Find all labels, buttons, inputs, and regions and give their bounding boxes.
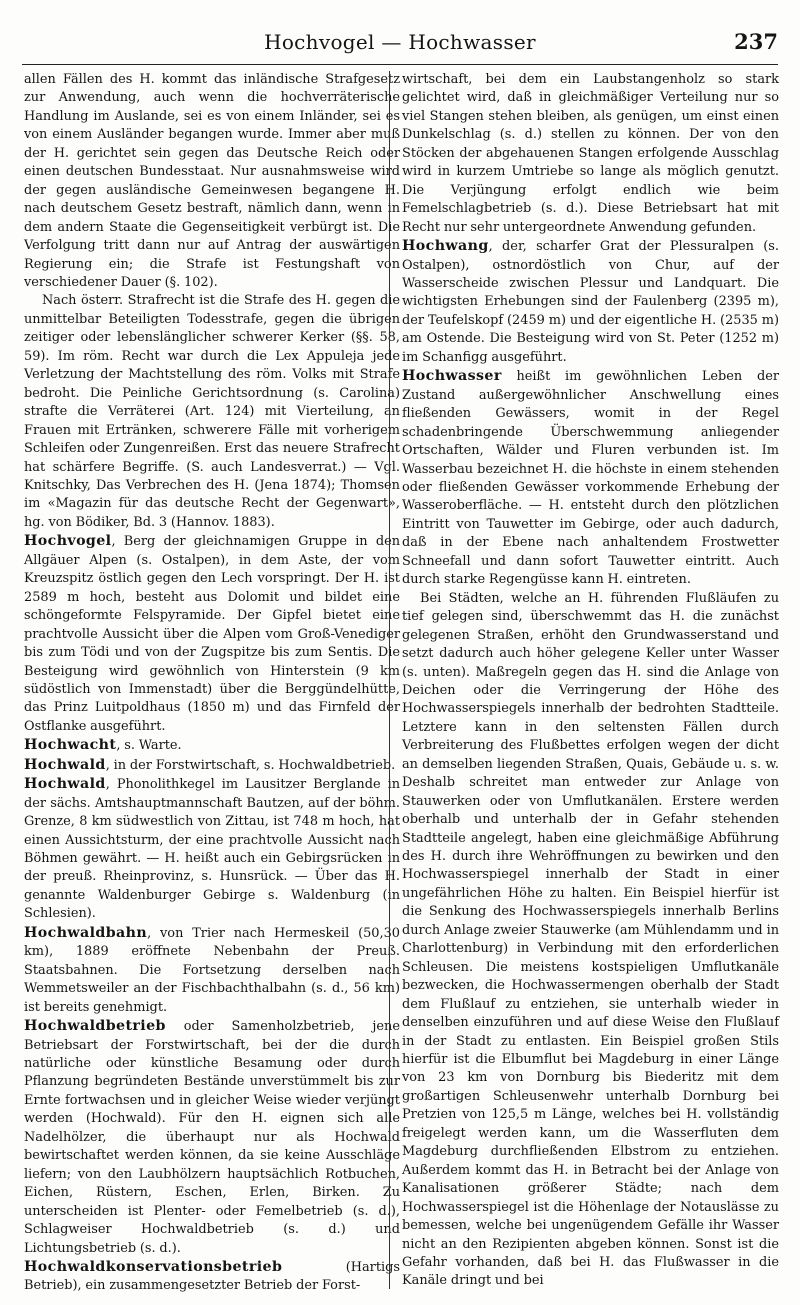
entry-lemma: Hochwasser: [402, 368, 502, 385]
entry-hochwasser: [402, 367, 779, 589]
entry-text: , s. Warte.: [116, 738, 182, 754]
entry-text: (Hartigs Betrieb), ein zusammengesetzter Betrieb der Forst-: [24, 1260, 400, 1294]
entry-hochvogel: [24, 532, 400, 736]
entry-text: , von Trier nach Hermeskeil (50,30 km), 1889 eröffnete Nebenbahn der Preuß. Staatsbahnen. Die Fortsetzung derselben nach Wemmetsweiler an der Fischbachthalbahn (s. d., 56 km) ist bereits genehmigt.: [24, 925, 400, 1015]
right-column: [402, 71, 779, 1291]
entry-hochwacht: [24, 736, 400, 755]
entry-text: , in der Forstwirtschaft, s. Hochwaldbetrieb.: [105, 757, 396, 773]
entry-text: , der, scharfer Grat der Plessuralpen (s. Ostalpen), ostnordöstlich von Chur, auf der Wasserscheide zwischen Plessur und Landquart. Die wichtigsten Erhebungen sind der Faulenberg (2395 m), der Teufelskopf (2459 m) und der eigentliche H. (2535 m) am Ostende. Die Besteigung wird von St. Peter (1252 m) im Schanfigg ausgeführt.: [402, 239, 779, 365]
entry-text: heißt im gewöhnlichen Leben der Zustand außergewöhnlicher Anschwellung eines fließenden Gewässers, womit in der Regel schadenbringende Überschwemmung anliegender Ortschaften, Wälder und Fluren verbunden ist. Im Wasserbau bezeichnet H. die höchste in einem stehenden oder fließenden Gewässer vorkommende Erhebung der Wasseroberfläche. — H. entsteht durch den plötzlichen Eintritt von Tauwetter im Gebirge, oder auch dadurch, daß in der Ebene nach anhaltendem Frostwetter Schneefall und dann sofort Tauwetter eintritt. Auch durch starke Regengüsse kann H. eintreten.: [402, 369, 779, 588]
entry-text: , Berg der gleichnamigen Gruppe in den Allgäuer Alpen (s. Ostalpen), in dem Aste, der vom Kreuzspitz östlich gegen den Lech vorspringt. Der H. ist 2589 m hoch, besteht aus Dolomit und bildet eine schöngeformte Felspyramide. Der Gipfel bietet eine prachtvolle Aussicht über die Alpen vom Groß-Venediger bis zum Tödi und von der Zugspitze bis zum Sentis. Die Besteigung wird gewöhnlich von Hinterstein (9 km südöstlich von Immenstadt) über die Berggündelhütte, das Prinz Luitpoldhaus (1850 m) und das Firnfeld der Ostflanke ausgeführt.: [24, 534, 400, 734]
entry-lemma: Hochwald: [24, 756, 106, 773]
paragraph-austrian-law: Nach österr. Strafrecht ist die Strafe des H. gegen die unmittelbar Beteiligten Todesstrafe, gegen die übrigen zeitiger oder lebenslänglicher schwerer Kerker (§§. 58, 59). Im röm. Recht war durch die Lex Appuleja jede Verletzung der Machtstellung des röm. Volks mit Strafe bedroht. Die Peinliche Gerichtsordnung (s. Carolina) strafte die Verräterei (Art. 124) mit Vierteilung, an Frauen mit Ertränken, schwerere Fälle mit vorherigem Schleifen oder Zungenreißen. Erst das neuere Strafrecht hat schärfere Begriffe. (S. auch Landesverrat.) — Vgl. Knitschky, Das Verbrechen des H. (Jena 1874); Thomsen im «Magazin für das deutsche Recht der Gegenwart», hg. von Bödiker, Bd. 3 (Hannov. 1883).: [24, 293, 400, 530]
entry-hochwaldbahn: [24, 924, 400, 1017]
entry-lemma: Hochwald: [24, 776, 106, 793]
continued-paragraph: allen Fällen des H. kommt das inländische Strafgesetz zur Anwendung, auch wenn die hochverräterische Handlung im Auslande, sei es von einem Inländer, sei es von einem Ausländer begangen wurde. Immer aber muß der H. gerichtet sein gegen das Deutsche Reich oder einen deutschen Bundesstaat. Nur ausnahmsweise wird der gegen ausländische Gemeinwesen begangene H. nach deutschem Gesetz bestraft, nämlich dann, wenn in dem andern Staate die Gegenseitigkeit verbürgt ist. Die Verfolgung tritt dann nur auf Antrag der auswärtigen Regierung ein; die Strafe ist Festungshaft von verschiedener Dauer (§. 102).: [24, 72, 400, 290]
page-number: 237: [734, 29, 778, 54]
paragraph-staedte: Bei Städten, welche an H. führenden Flußläufen zu tief gelegen sind, überschwemmt das H. die zunächst gelegenen Straßen, erhöht den Grundwasserstand und setzt dadurch auch höher gelegene Keller unter Wasser (s. unten). Maßregeln gegen das H. sind die Anlage von Deichen oder die Verringerung der Höhe des Hochwasserspiegels innerhalb der bedrohten Stadtteile. Letztere kann in den seltensten Fällen durch Verbreiterung des Flußbettes erfolgen wegen der dicht an demselben liegenden Straßen, Quais, Gebäude u. s. w. Deshalb schreitet man entweder zur Anlage von Stauwerken oder von Umflutkanälen. Erstere werden oberhalb und unterhalb der in Gefahr stehenden Stadtteile angelegt, haben eine gleichmäßige Abführung des H. durch ihre Wehröffnungen zu bewirken und den Hochwasserspiegel innerhalb der Stadt in einer ungefährlichen Höhe zu halten. Ein Beispiel hierfür ist die Senkung des Hochwasserspiegels innerhalb Berlins durch Anlage zweier Stauwerke (am Mühlendamm und in Charlottenburg) in Verbindung mit den erforderlichen Schleusen. Die meistens kostspieligen Umflutkanäle bezwecken, die Hochwassermengen oberhalb der Stadt dem Flußlauf zu entziehen, sie unterhalb wieder in denselben einzuführen und auf diese Weise den Flußlauf in der Stadt zu entlasten. Ein Beispiel großen Stils hierfür ist die Elbumflut bei Magdeburg in einer Länge von 23 km von Dornburg bis Biederitz mit dem großartigen Schleusenwehr unterhalb Dornburg bei Pretzien von 125,5 m Länge, welches bei H. vollständig freigelegt werden kann, um die Wasserfluten dem Magdeburg durchfließenden Elbstrom zu entziehen. Außerdem kommt das H. in Betracht bei der Anlage von Kanalisationen größerer Städte; nach dem Hochwasserspiegel ist die Höhenlage der Notauslässe zu bemessen, welche bei ungenügendem Gefälle ihr Wasser nicht an den Rezipienten abgeben können. Sonst ist die Gefahr vorhanden, daß bei H. das Flußwasser in die Kanäle dringt und bei: [402, 590, 779, 1289]
entry-lemma: Hochwaldbahn: [24, 924, 148, 941]
entry-hochwaldbetrieb: [24, 1017, 400, 1258]
continued-paragraph: wirtschaft, bei dem ein Laubstangenholz so stark gelichtet wird, daß in gleichmäßiger Verteilung nur so viel Stangen stehen bleiben, als genügen, um einst einen Dunkelschlag (s. d.) stellen zu können. Der von den Stöcken der abgehauenen Stangen erfolgende Ausschlag wird in kurzem Umtriebe so lange als möglich genutzt. Die Verjüngung erfolgt endlich wie beim Femelschlagbetrieb (s. d.). Diese Betriebsart hat mit Recht nur sehr untergeordnete Anwendung gefunden.: [402, 72, 779, 235]
running-title: Hochvogel — Hochwasser: [264, 30, 536, 54]
entry-lemma: Hochwaldbetrieb: [24, 1018, 166, 1035]
entry-hochwald-berg: [24, 775, 400, 924]
entry-hochwaldkonservationsbetrieb: [24, 1258, 400, 1296]
left-column: [24, 71, 400, 1296]
entry-lemma: Hochwaldkonservationsbetrieb: [24, 1259, 283, 1275]
entry-text: , Phonolithkegel im Lausitzer Berglande in der sächs. Amtshauptmannschaft Bautzen, auf der böhm. Grenze, 8 km südwestlich von Zittau, ist 748 m hoch, hat einen Aussichtsturm, der eine prachtvolle Aussicht nach Böhmen gewährt. — H. heißt auch ein Gebirgsrücken in der preuß. Rheinprovinz, s. Hunsrück. — Über das H. genannte Waldenburger Gebirge s. Waldenburg (in Schlesien).: [24, 777, 400, 922]
column-divider: [389, 71, 390, 1289]
entry-lemma: Hochvogel: [24, 533, 112, 550]
entry-lemma: Hochwacht: [24, 737, 117, 754]
page-header: [22, 30, 778, 65]
entry-hochwald-forst: [24, 756, 400, 775]
entry-text: oder Samenholzbetrieb, jene Betriebsart der Forstwirtschaft, bei der die durch natürliche oder künstliche Besamung oder durch Pflanzung begründeten Bestände unverstümmelt bis zur Ernte fortwachsen und in gleicher Weise wieder verjüngt werden (Hochwald). Für den H. eignen sich alle Nadelhölzer, die überhaupt nur als Hochwald bewirtschaftet werden können, da sie keine Ausschläge liefern; von den Laubhölzern hauptsächlich Rotbuchen, Eichen, Rüstern, Eschen, Erlen, Birken. Zu unterscheiden ist Plenter- oder Femelbetrieb (s. d.), Schlagweiser Hochwaldbetrieb (s. d.) und Lichtungsbetrieb (s. d.).: [24, 1019, 400, 1256]
entry-hochwang: [402, 237, 779, 367]
entry-lemma: Hochwang: [402, 238, 489, 255]
